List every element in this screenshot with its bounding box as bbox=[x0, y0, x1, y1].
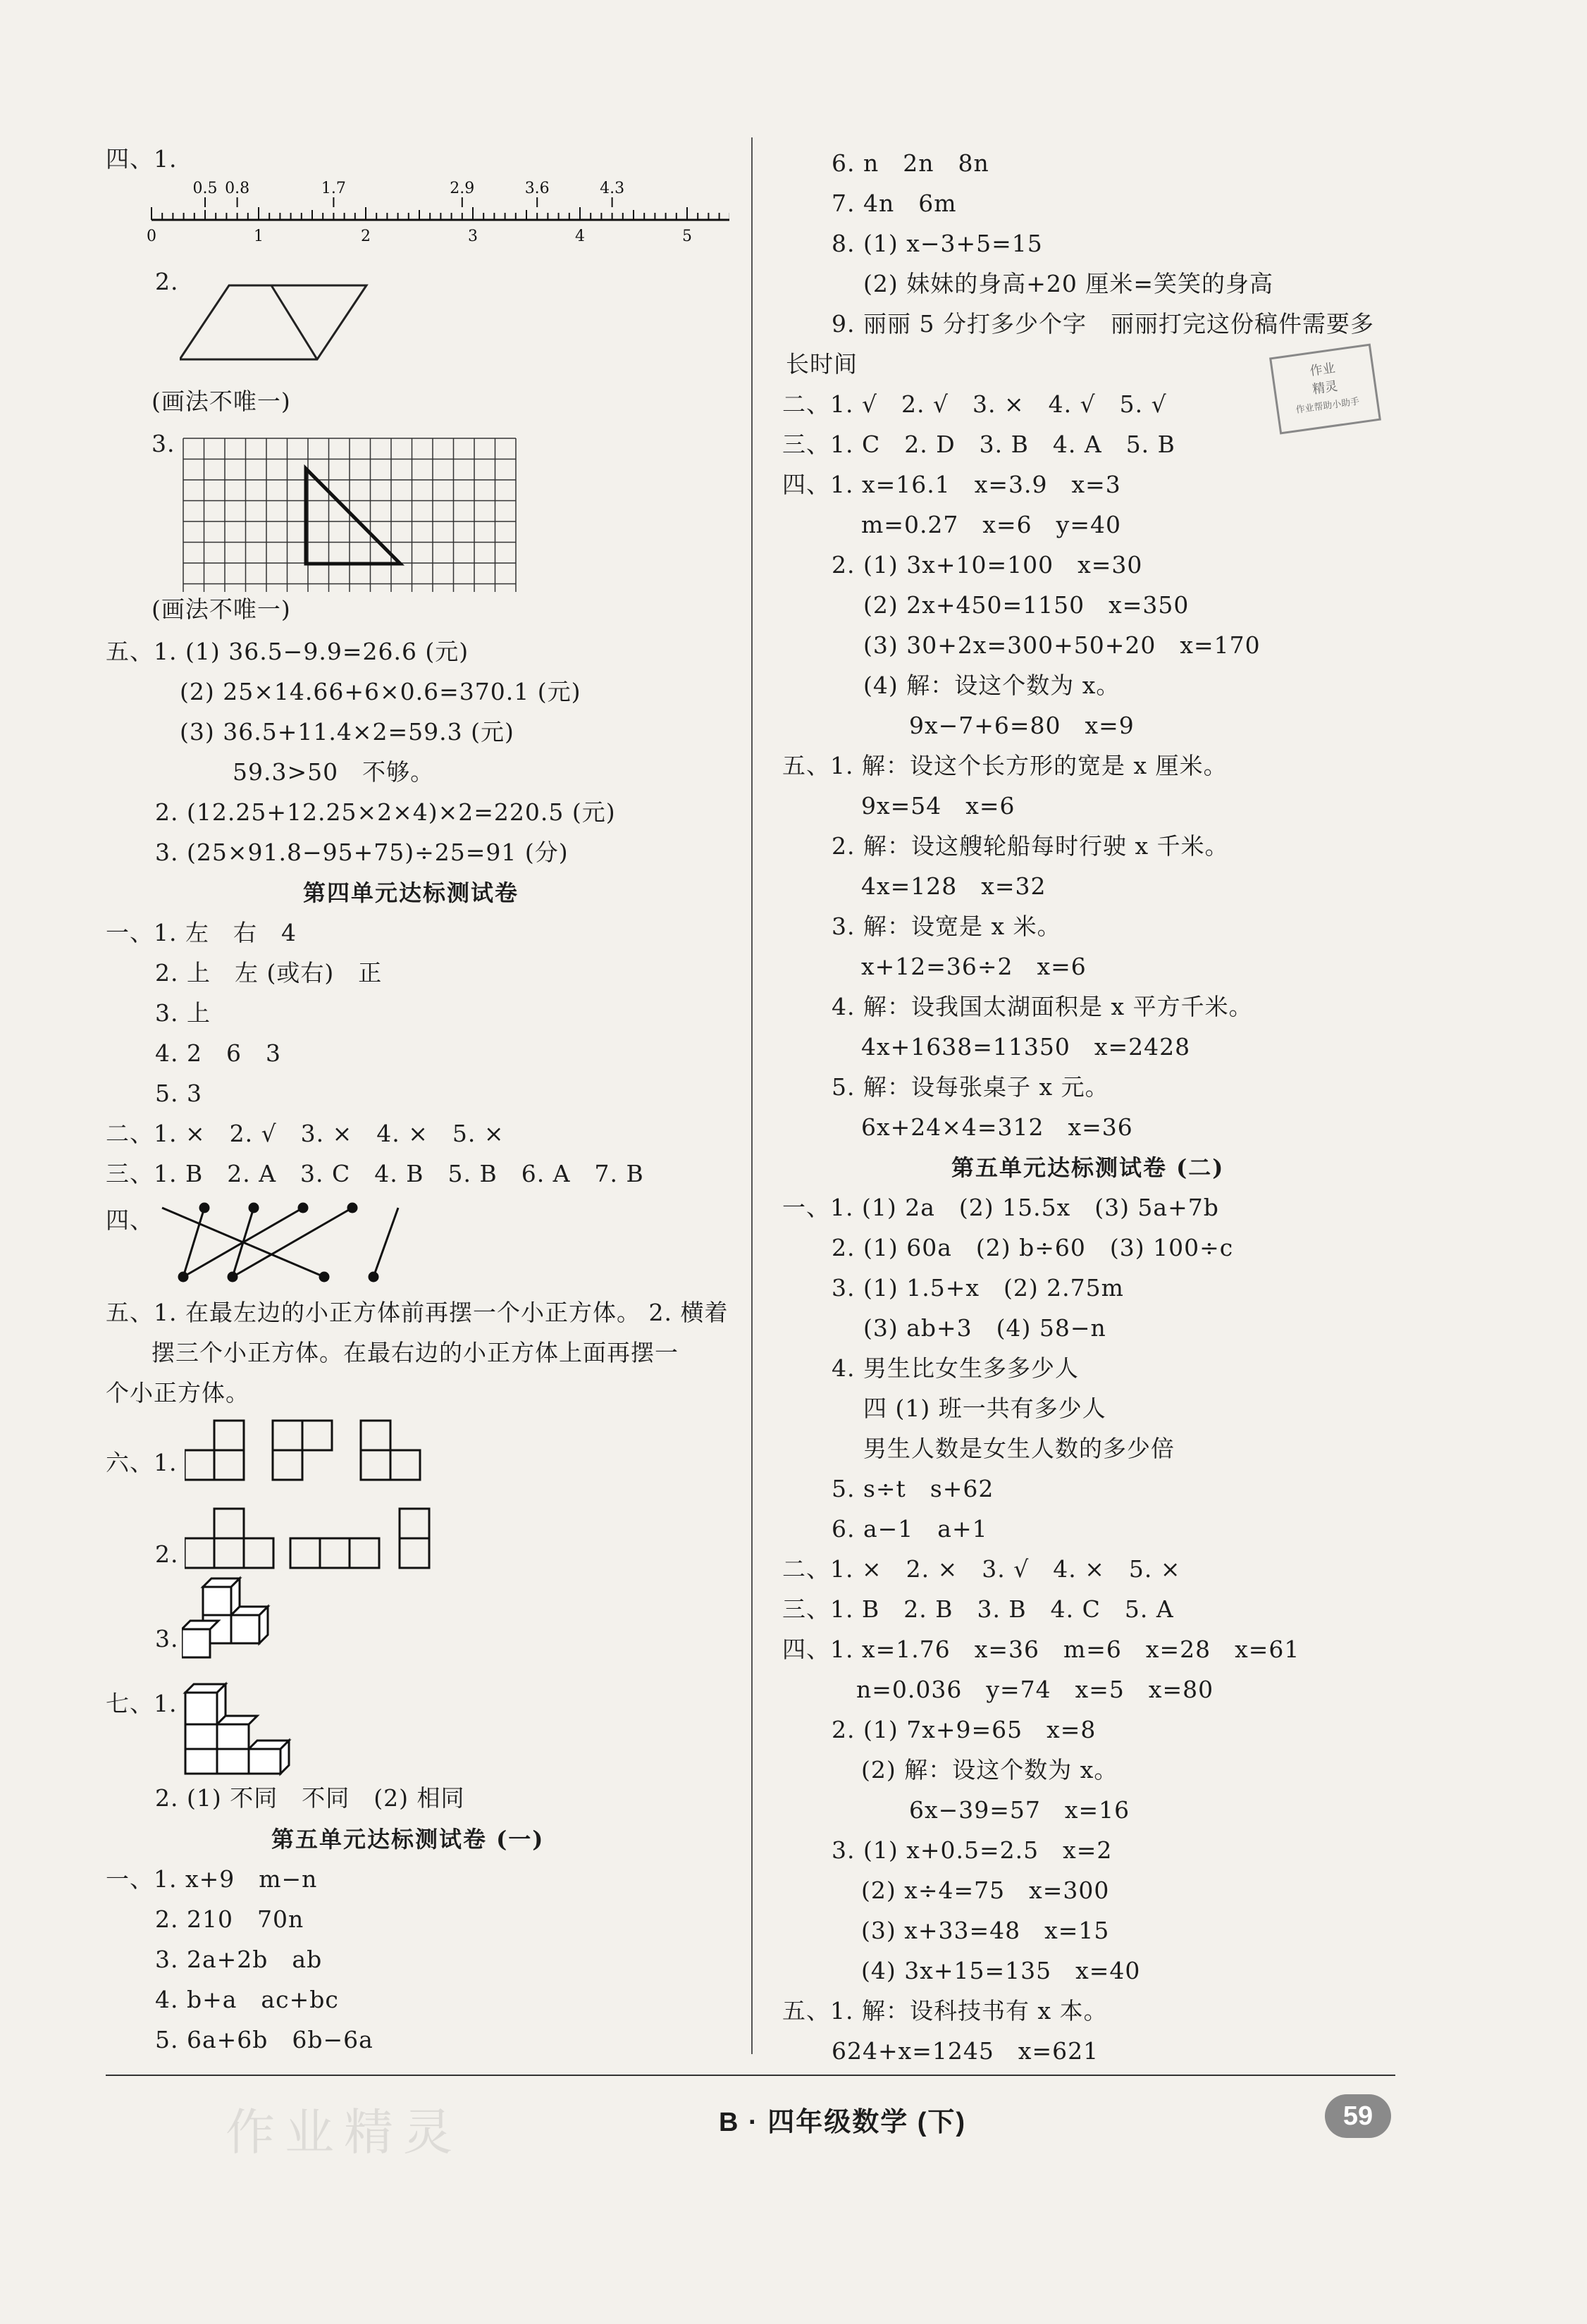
right-line-40: 6x−39=57 x=16 bbox=[909, 1796, 1130, 1824]
right-line-5: 长时间 bbox=[786, 350, 858, 378]
left-line-10: 3. (25×91.8−95+75)÷25=91 (分) bbox=[155, 839, 569, 866]
right-line-46: 624+x=1245 x=621 bbox=[832, 2037, 1099, 2065]
right-line-31: 男生人数是女生人数的多少倍 bbox=[863, 1435, 1175, 1462]
right-line-2: 8. (1) x−3+5=15 bbox=[832, 230, 1043, 257]
left-line-6: (2) 25×14.66+6×0.6=370.1 (元) bbox=[180, 678, 581, 705]
right-line-27: 3. (1) 1.5+x (2) 2.75m bbox=[832, 1274, 1124, 1302]
left-line-16: 二、1. × 2. √ 3. × 4. × 5. × bbox=[106, 1120, 505, 1147]
left-line-17: 三、1. B 2. A 3. C 4. B 5. B 6. A 7. B bbox=[106, 1160, 644, 1187]
right-line-19: 3. 解：设宽是 x 米。 bbox=[832, 913, 1061, 940]
left-line-21: 个小正方体。 bbox=[106, 1379, 249, 1407]
right-line-8: 四、1. x=16.1 x=3.9 x=3 bbox=[782, 471, 1121, 498]
right-line-26: 2. (1) 60a (2) b÷60 (3) 100÷c bbox=[832, 1234, 1234, 1261]
left-line-24: 3. bbox=[155, 1625, 179, 1652]
grid-triangle-figure bbox=[182, 437, 527, 592]
left-line-20: 摆三个小正方体。在最右边的小正方体上面再摆一 bbox=[152, 1339, 679, 1366]
left-line-3: 3. bbox=[152, 430, 175, 457]
footer-book-title: B · 四年级数学 (下) bbox=[719, 2108, 967, 2137]
stamp-line-2: 精灵 bbox=[1311, 378, 1339, 397]
right-line-36: 四、1. x=1.76 x=36 m=6 x=28 x=61 bbox=[782, 1636, 1300, 1663]
section-title-unit4: 第四单元达标测试卷 bbox=[303, 879, 519, 906]
left-line-23: 2. bbox=[155, 1540, 179, 1568]
right-line-22: 4x+1638=11350 x=2428 bbox=[861, 1033, 1191, 1061]
right-line-37: n=0.036 y=74 x=5 x=80 bbox=[856, 1676, 1214, 1703]
right-line-14: 9x−7+6=80 x=9 bbox=[909, 712, 1135, 739]
right-line-4: 9. 丽丽 5 分打多少个字 丽丽打完这份稿件需要多 bbox=[832, 310, 1374, 338]
right-line-35: 三、1. B 2. B 3. B 4. C 5. A bbox=[782, 1595, 1174, 1623]
section-title-unit5-b: 第五单元达标测试卷 (二) bbox=[951, 1154, 1225, 1181]
right-line-16: 9x=54 x=6 bbox=[861, 792, 1015, 820]
right-line-23: 5. 解：设每张桌子 x 元。 bbox=[832, 1073, 1109, 1101]
right-line-29: 4. 男生比女生多多少人 bbox=[832, 1354, 1079, 1382]
left-line-2: (画法不唯一) bbox=[152, 388, 291, 415]
view-shapes-row2 bbox=[185, 1504, 438, 1575]
left-line-13: 3. 上 bbox=[155, 999, 211, 1027]
right-line-33: 6. a−1 a+1 bbox=[832, 1515, 988, 1543]
right-line-24: 6x+24×4=312 x=36 bbox=[861, 1113, 1133, 1141]
right-line-11: (2) 2x+450=1150 x=350 bbox=[863, 591, 1190, 619]
page-number-badge: 59 bbox=[1325, 2094, 1391, 2138]
number-line-figure bbox=[144, 169, 729, 247]
left-line-1: 2. bbox=[155, 268, 179, 295]
right-line-7: 三、1. C 2. D 3. B 4. A 5. B bbox=[782, 431, 1175, 458]
right-line-18: 4x=128 x=32 bbox=[861, 872, 1046, 900]
number-line-label-below: 3 bbox=[468, 228, 478, 245]
view-shapes-row1 bbox=[185, 1416, 438, 1487]
right-line-44: (4) 3x+15=135 x=40 bbox=[861, 1957, 1141, 1984]
left-line-25: 七、1. bbox=[106, 1690, 178, 1717]
number-line-label-above: 0.5 bbox=[192, 180, 218, 197]
left-line-31: 5. 6a+6b 6b−6a bbox=[155, 2026, 373, 2053]
stamp-line-3: 作业帮助小助手 bbox=[1295, 396, 1361, 416]
right-line-9: m=0.27 x=6 y=40 bbox=[861, 511, 1121, 538]
right-line-17: 2. 解：设这艘轮船每时行驶 x 千米。 bbox=[832, 832, 1229, 860]
right-line-43: (3) x+33=48 x=15 bbox=[861, 1917, 1110, 1944]
number-line-label-above: 0.8 bbox=[225, 180, 250, 197]
number-line-label-above: 3.6 bbox=[524, 180, 550, 197]
number-line-label-above: 2.9 bbox=[450, 180, 475, 197]
right-line-21: 4. 解：设我国太湖面积是 x 平方千米。 bbox=[832, 993, 1253, 1020]
left-line-28: 2. 210 70n bbox=[155, 1905, 304, 1933]
left-line-18: 四、 bbox=[106, 1206, 154, 1234]
right-line-20: x+12=36÷2 x=6 bbox=[861, 953, 1087, 980]
number-line-label-below: 2 bbox=[361, 228, 371, 245]
right-line-42: (2) x÷4=75 x=300 bbox=[861, 1877, 1110, 1904]
right-line-15: 五、1. 解：设这个长方形的宽是 x 厘米。 bbox=[782, 752, 1228, 779]
right-line-13: (4) 解：设这个数为 x。 bbox=[863, 672, 1120, 699]
section-title-unit5-a: 第五单元达标测试卷 (一) bbox=[271, 1826, 545, 1853]
right-line-38: 2. (1) 7x+9=65 x=8 bbox=[832, 1716, 1097, 1743]
number-line-label-below: 4 bbox=[575, 228, 585, 245]
cube-stack-figure-1 bbox=[182, 1573, 295, 1668]
number-line-label-below: 1 bbox=[254, 228, 264, 245]
stamp-line-1: 作业 bbox=[1309, 360, 1336, 379]
footer-rule bbox=[106, 2075, 1395, 2076]
left-line-9: 2. (12.25+12.25×2×4)×2=220.5 (元) bbox=[155, 798, 616, 826]
column-divider bbox=[751, 137, 753, 2054]
left-line-27: 一、1. x+9 m−n bbox=[106, 1865, 318, 1893]
number-line-label-below: 0 bbox=[147, 228, 156, 245]
left-line-22: 六、1. bbox=[106, 1449, 178, 1476]
right-line-10: 2. (1) 3x+10=100 x=30 bbox=[832, 551, 1143, 579]
left-line-29: 3. 2a+2b ab bbox=[155, 1946, 323, 1973]
right-line-34: 二、1. × 2. × 3. √ 4. × 5. × bbox=[782, 1555, 1181, 1583]
right-line-3: (2) 妹妹的身高+20 厘米=笑笑的身高 bbox=[863, 270, 1274, 297]
right-line-30: 四 (1) 班一共有多少人 bbox=[863, 1395, 1106, 1422]
left-line-5: 五、1. (1) 36.5−9.9=26.6 (元) bbox=[106, 638, 469, 665]
matching-lines-figure bbox=[155, 1198, 409, 1290]
watermark: 作业精灵 bbox=[226, 2103, 462, 2161]
cube-stack-figure-2 bbox=[182, 1679, 295, 1781]
left-line-12: 2. 上 左 (或右) 正 bbox=[155, 959, 383, 987]
right-line-45: 五、1. 解：设科技书有 x 本。 bbox=[782, 1997, 1108, 2025]
number-line-label-below: 5 bbox=[682, 228, 692, 245]
left-line-19: 五、1. 在最左边的小正方体前再摆一个小正方体。 2. 横着 bbox=[106, 1299, 729, 1326]
right-line-6: 二、1. √ 2. √ 3. × 4. √ 5. √ bbox=[782, 390, 1167, 418]
number-line-label-above: 1.7 bbox=[321, 180, 346, 197]
left-line-26: 2. (1) 不同 不同 (2) 相同 bbox=[155, 1784, 465, 1812]
left-line-15: 5. 3 bbox=[155, 1080, 202, 1107]
right-line-25: 一、1. (1) 2a (2) 15.5x (3) 5a+7b bbox=[782, 1194, 1219, 1221]
right-line-12: (3) 30+2x=300+50+20 x=170 bbox=[863, 631, 1261, 659]
right-line-1: 7. 4n 6m bbox=[832, 190, 957, 217]
right-line-0: 6. n 2n 8n bbox=[832, 149, 989, 177]
left-line-8: 59.3>50 不够。 bbox=[233, 758, 435, 786]
right-line-39: (2) 解：设这个数为 x。 bbox=[861, 1756, 1118, 1784]
left-line-30: 4. b+a ac+bc bbox=[155, 1986, 339, 2013]
homework-stamp bbox=[1269, 343, 1381, 434]
left-line-11: 一、1. 左 右 4 bbox=[106, 919, 297, 946]
parallelogram-figure bbox=[180, 278, 377, 370]
left-line-4: (画法不唯一) bbox=[152, 595, 291, 623]
left-line-7: (3) 36.5+11.4×2=59.3 (元) bbox=[180, 718, 514, 746]
left-line-0: 四、1. bbox=[106, 145, 178, 173]
number-line-label-above: 4.3 bbox=[600, 180, 625, 197]
left-line-14: 4. 2 6 3 bbox=[155, 1039, 281, 1067]
right-line-28: (3) ab+3 (4) 58−n bbox=[863, 1314, 1106, 1342]
right-line-41: 3. (1) x+0.5=2.5 x=2 bbox=[832, 1836, 1113, 1864]
right-line-32: 5. s÷t s+62 bbox=[832, 1475, 994, 1502]
